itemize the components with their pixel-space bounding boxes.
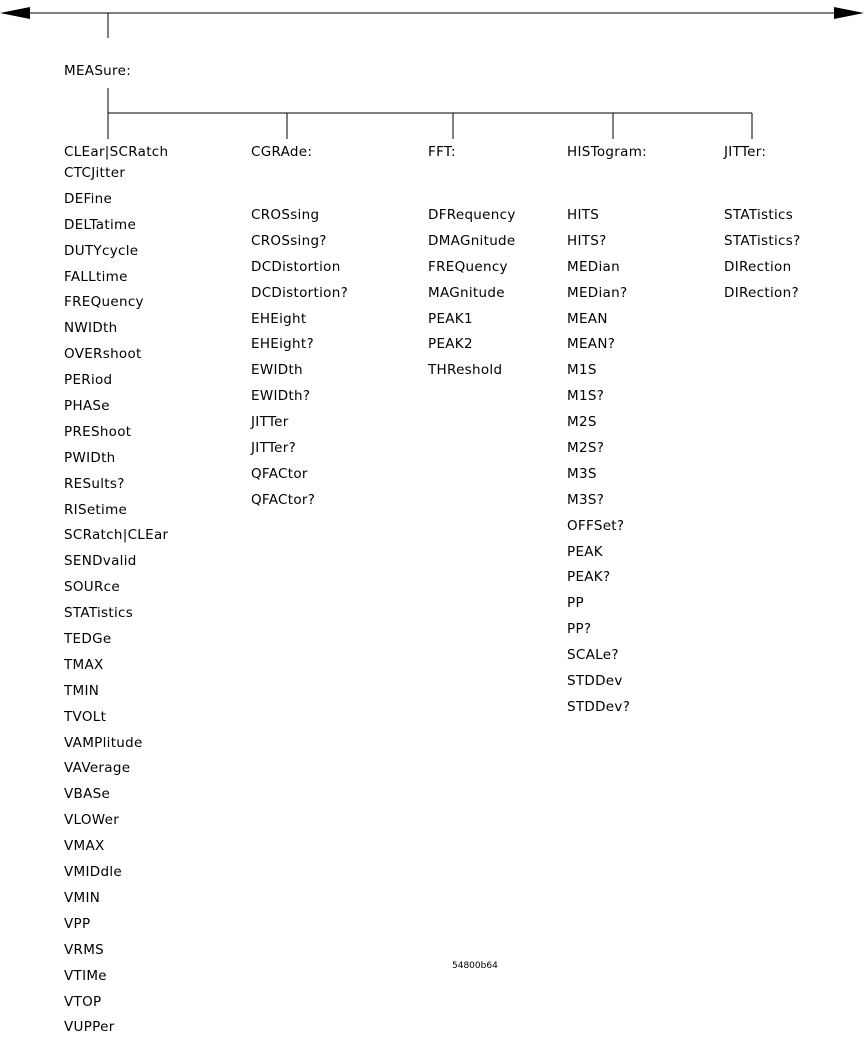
subsystem-heading: HISTogram:: [567, 144, 648, 160]
subsystem-command-item: M1S: [567, 362, 597, 379]
measure-command-item: VLOWer: [64, 812, 120, 829]
root-node-measure: MEASure:: [64, 63, 132, 79]
measure-command-item: VMIN: [64, 889, 101, 906]
measure-command-column: [64, 143, 244, 1041]
subsystem-command-item: EHEight: [251, 310, 307, 327]
measure-command-item: VTOP: [64, 993, 102, 1010]
subsystem-command-item: QFACtor: [251, 465, 308, 482]
measure-command-item: DEFine: [64, 190, 113, 207]
subsystem-command-item: M2S: [567, 414, 597, 431]
subsystem-command-item: THReshold: [428, 362, 503, 379]
left-arrow-icon: [0, 7, 30, 19]
right-arrow-icon: [834, 7, 864, 19]
measure-command-item: OVERshoot: [64, 346, 142, 363]
subsystem-command-item: DMAGnitude: [428, 232, 516, 249]
subsystem-heading: JITTer:: [724, 144, 767, 160]
measure-command-item: TMAX: [64, 656, 104, 673]
subsystem-command-item: JITTer?: [251, 440, 297, 457]
measure-command-item: VMIDdle: [64, 864, 122, 881]
subsystem-command-item: EWIDth: [251, 362, 303, 379]
subsystem-command-item: MEAN?: [567, 336, 616, 353]
subsystem-command-item: JITTer: [251, 414, 289, 431]
measure-command-item: CLEar|SCRatch: [64, 144, 169, 160]
measure-command-item: FREQuency: [64, 294, 144, 311]
subsystem-command-item: STATistics?: [724, 232, 801, 249]
subsystem-command-item: MEAN: [567, 310, 608, 327]
subsystem-command-item: MEDian?: [567, 284, 628, 301]
subsystem-command-item: QFACtor?: [251, 491, 316, 508]
measure-command-item: TEDGe: [64, 631, 112, 648]
measure-command-item: VTIMe: [64, 967, 107, 984]
subsystem-heading: CGRAde:: [251, 144, 313, 160]
measure-command-item: FALLtime: [64, 268, 128, 285]
measure-command-item: STATistics: [64, 605, 134, 622]
subsystem-command-item: EHEight?: [251, 336, 314, 353]
subsystem-command-item: SCALe?: [567, 647, 619, 664]
subsystem-command-item: DIRection: [724, 258, 792, 275]
subsystem-command-item: M3S: [567, 465, 597, 482]
subsystem-command-item: HITS: [567, 207, 600, 223]
subsystem-command-item: PEAK: [567, 543, 603, 560]
measure-command-item: VPP: [64, 915, 91, 932]
measure-command-list: [64, 143, 244, 1041]
subsystem-command-item: PP?: [567, 621, 592, 638]
measure-command-item: RISetime: [64, 501, 128, 518]
subsystem-command-item: DIRection?: [724, 284, 799, 301]
measure-command-item: SOURce: [64, 579, 120, 596]
measure-command-item: PHASe: [64, 398, 110, 415]
figure-id: 54800b64: [452, 961, 498, 971]
subsystem-command-item: MEDian: [567, 258, 620, 275]
subsystem-command-item: HITS?: [567, 232, 607, 249]
measure-command-item: PWIDth: [64, 449, 116, 466]
subsystem-command-item: PEAK2: [428, 336, 473, 353]
measure-command-item: CTCJitter: [64, 165, 126, 181]
measure-command-item: VAMPlitude: [64, 734, 143, 751]
subsystem-command-list: [567, 203, 747, 721]
measure-command-item: SENDvalid: [64, 553, 137, 570]
cgrade-column: [251, 143, 431, 514]
subsystem-heading: FFT:: [428, 144, 456, 160]
subsystem-command-list: [724, 203, 864, 307]
measure-command-item: VUPPer: [64, 1019, 115, 1036]
measure-command-item: DELTatime: [64, 216, 137, 233]
measure-command-item: VRMS: [64, 941, 105, 958]
measure-command-item: DUTYcycle: [64, 242, 139, 259]
subsystem-command-item: CROSsing?: [251, 232, 327, 249]
subsystem-command-item: DCDistortion?: [251, 284, 349, 301]
measure-command-item: VMAX: [64, 838, 105, 855]
measure-command-item: VAVerage: [64, 760, 131, 777]
measure-command-item: VBASe: [64, 786, 111, 803]
histogram-column: [567, 143, 747, 721]
subsystem-command-item: PP: [567, 595, 584, 612]
subsystem-command-item: PEAK?: [567, 569, 611, 586]
subsystem-command-item: DCDistortion: [251, 258, 341, 275]
subsystem-command-list: [251, 203, 431, 514]
measure-command-item: SCRatch|CLEar: [64, 527, 169, 544]
subsystem-command-item: OFFSet?: [567, 517, 625, 534]
subsystem-command-item: M3S?: [567, 491, 605, 508]
subsystem-command-item: M1S?: [567, 388, 605, 405]
subsystem-command-item: PEAK1: [428, 310, 473, 327]
measure-command-item: NWIDth: [64, 320, 118, 337]
subsystem-command-item: EWIDth?: [251, 388, 311, 405]
measure-command-item: TMIN: [64, 682, 100, 699]
measure-command-item: PREShoot: [64, 423, 132, 440]
measure-command-item: TVOLt: [64, 708, 107, 725]
jitter-column: [724, 143, 864, 307]
measure-command-item: PERiod: [64, 372, 113, 389]
subsystem-command-item: STDDev?: [567, 698, 631, 715]
subsystem-command-item: DFRequency: [428, 207, 516, 223]
subsystem-command-item: FREQuency: [428, 258, 508, 275]
subsystem-command-item: STATistics: [724, 207, 794, 223]
subsystem-command-item: M2S?: [567, 440, 605, 457]
subsystem-command-item: CROSsing: [251, 207, 320, 223]
measure-command-item: RESults?: [64, 475, 125, 492]
subsystem-command-item: MAGnitude: [428, 284, 505, 301]
subsystem-command-item: STDDev: [567, 673, 623, 690]
